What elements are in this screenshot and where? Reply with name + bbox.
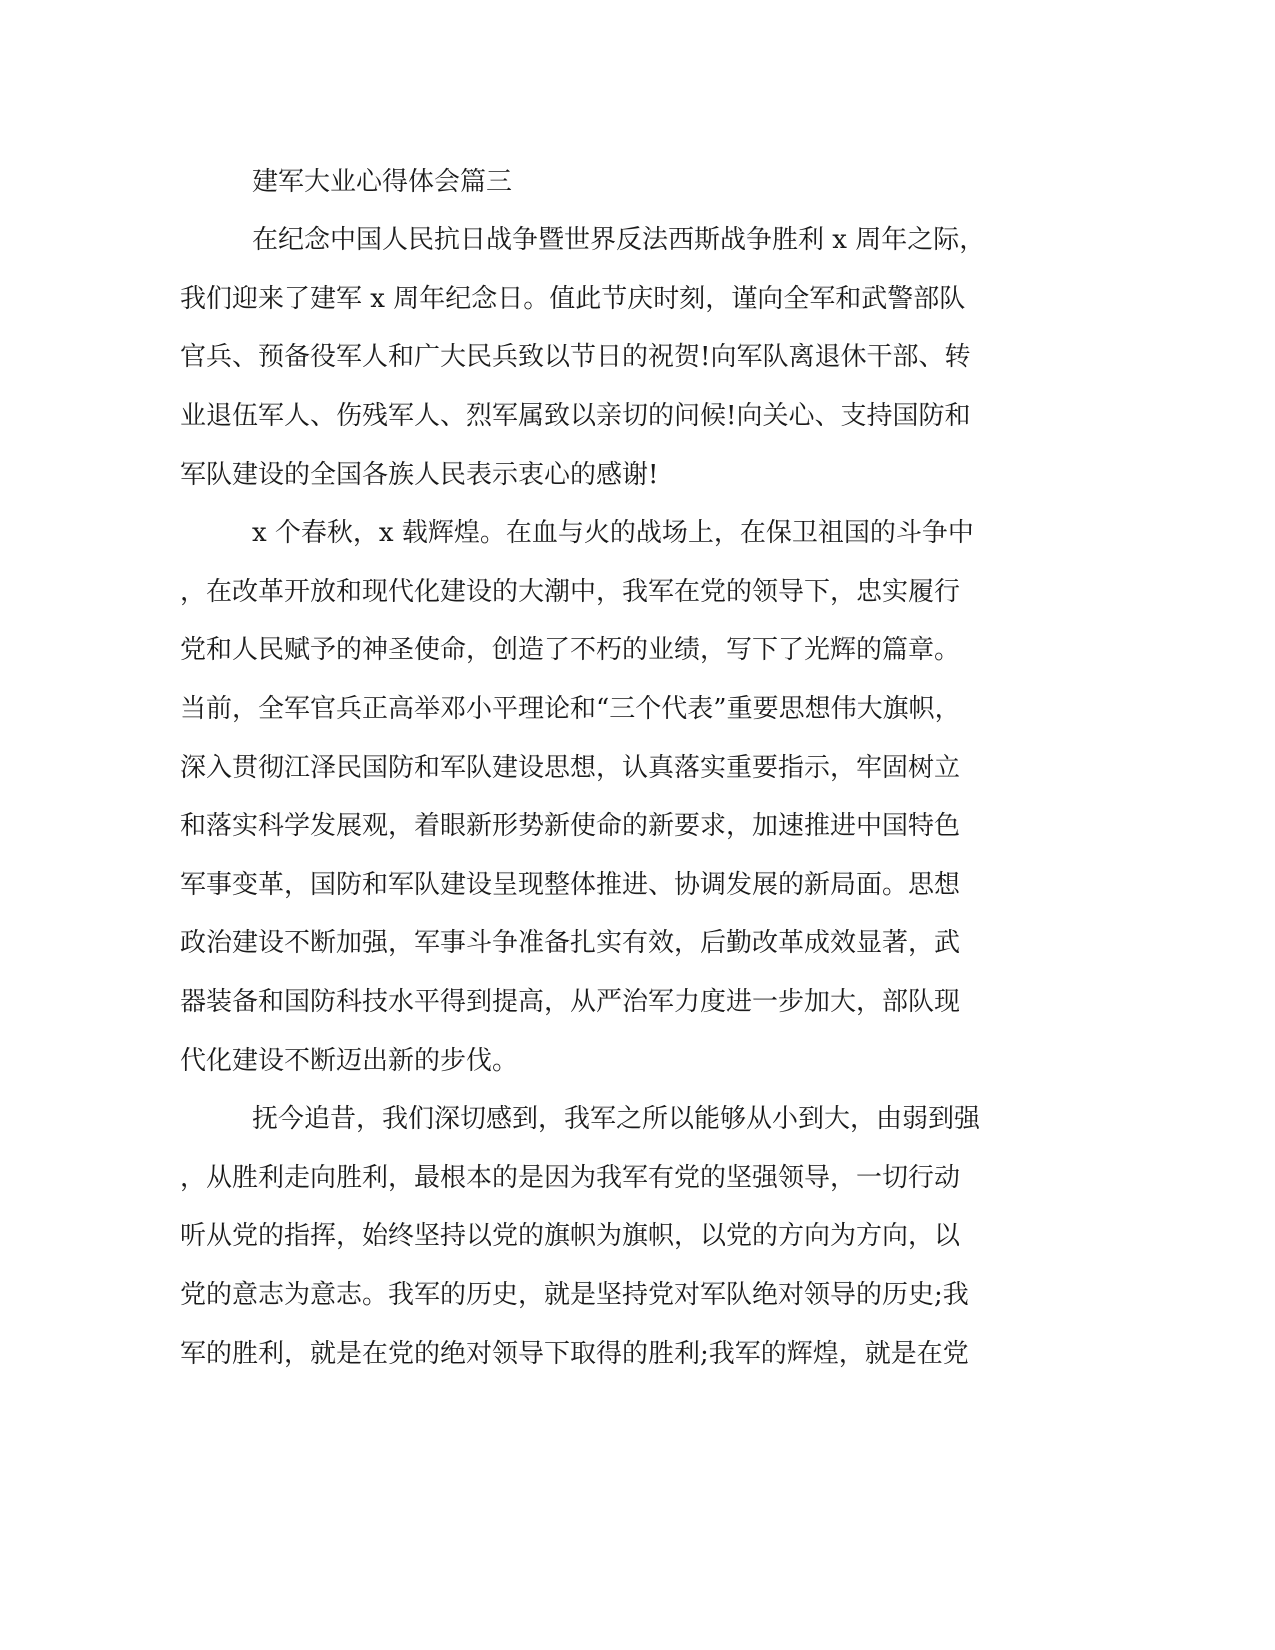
text-line: 器装备和国防科技水平得到提高，从严治军力度进一步加大，部队现: [180, 987, 961, 1017]
text-line: 军事变革，国防和军队建设呈现整体推进、协调发展的新局面。思想: [180, 870, 961, 900]
text-line: 抚今追昔，我们深切感到，我军之所以能够从小到大，由弱到强: [252, 1104, 981, 1134]
text-line: 党的意志为意志。我军的历史，就是坚持党对军队绝对领导的历史;我: [180, 1280, 969, 1310]
text-line: 业退伍军人、伤残军人、烈军属致以亲切的问候!向关心、支持国防和: [180, 401, 971, 431]
text-line: 深入贯彻江泽民国防和军队建设思想，认真落实重要指示，牢固树立: [180, 753, 961, 783]
text-line: ，在改革开放和现代化建设的大潮中，我军在党的领导下，忠实履行: [180, 577, 961, 607]
text-line: 和落实科学发展观，着眼新形势新使命的新要求，加速推进中国特色: [180, 811, 961, 841]
text-line: 当前，全军官兵正高举邓小平理论和“三个代表”重要思想伟大旗帜，: [180, 694, 961, 724]
text-line: 听从党的指挥，始终坚持以党的旗帜为旗帜，以党的方向为方向，以: [180, 1221, 961, 1251]
text-line: 在纪念中国人民抗日战争暨世界反法西斯战争胜利 x 周年之际，: [252, 225, 986, 255]
text-line: 政治建设不断加强，军事斗争准备扎实有效，后勤改革成效显著，武: [180, 928, 961, 958]
text-line: 官兵、预备役军人和广大民兵致以节日的祝贺!向军队离退休干部、转: [180, 342, 971, 372]
text-line: x 个春秋，x 载辉煌。在血与火的战场上，在保卫祖国的斗争中: [252, 518, 974, 548]
text-line: 军队建设的全国各族人民表示衷心的感谢!: [180, 460, 659, 490]
text-line: 党和人民赋予的神圣使命，创造了不朽的业绩，写下了光辉的篇章。: [180, 635, 961, 665]
text-line: ，从胜利走向胜利，最根本的是因为我军有党的坚强领导，一切行动: [180, 1163, 961, 1193]
text-line: 军的胜利，就是在党的绝对领导下取得的胜利;我军的辉煌，就是在党: [180, 1339, 969, 1369]
document-title: 建军大业心得体会篇三: [252, 167, 513, 197]
text-line: 我们迎来了建军 x 周年纪念日。值此节庆时刻，谨向全军和武警部队: [180, 284, 966, 314]
text-line: 代化建设不断迈出新的步伐。: [180, 1046, 519, 1076]
